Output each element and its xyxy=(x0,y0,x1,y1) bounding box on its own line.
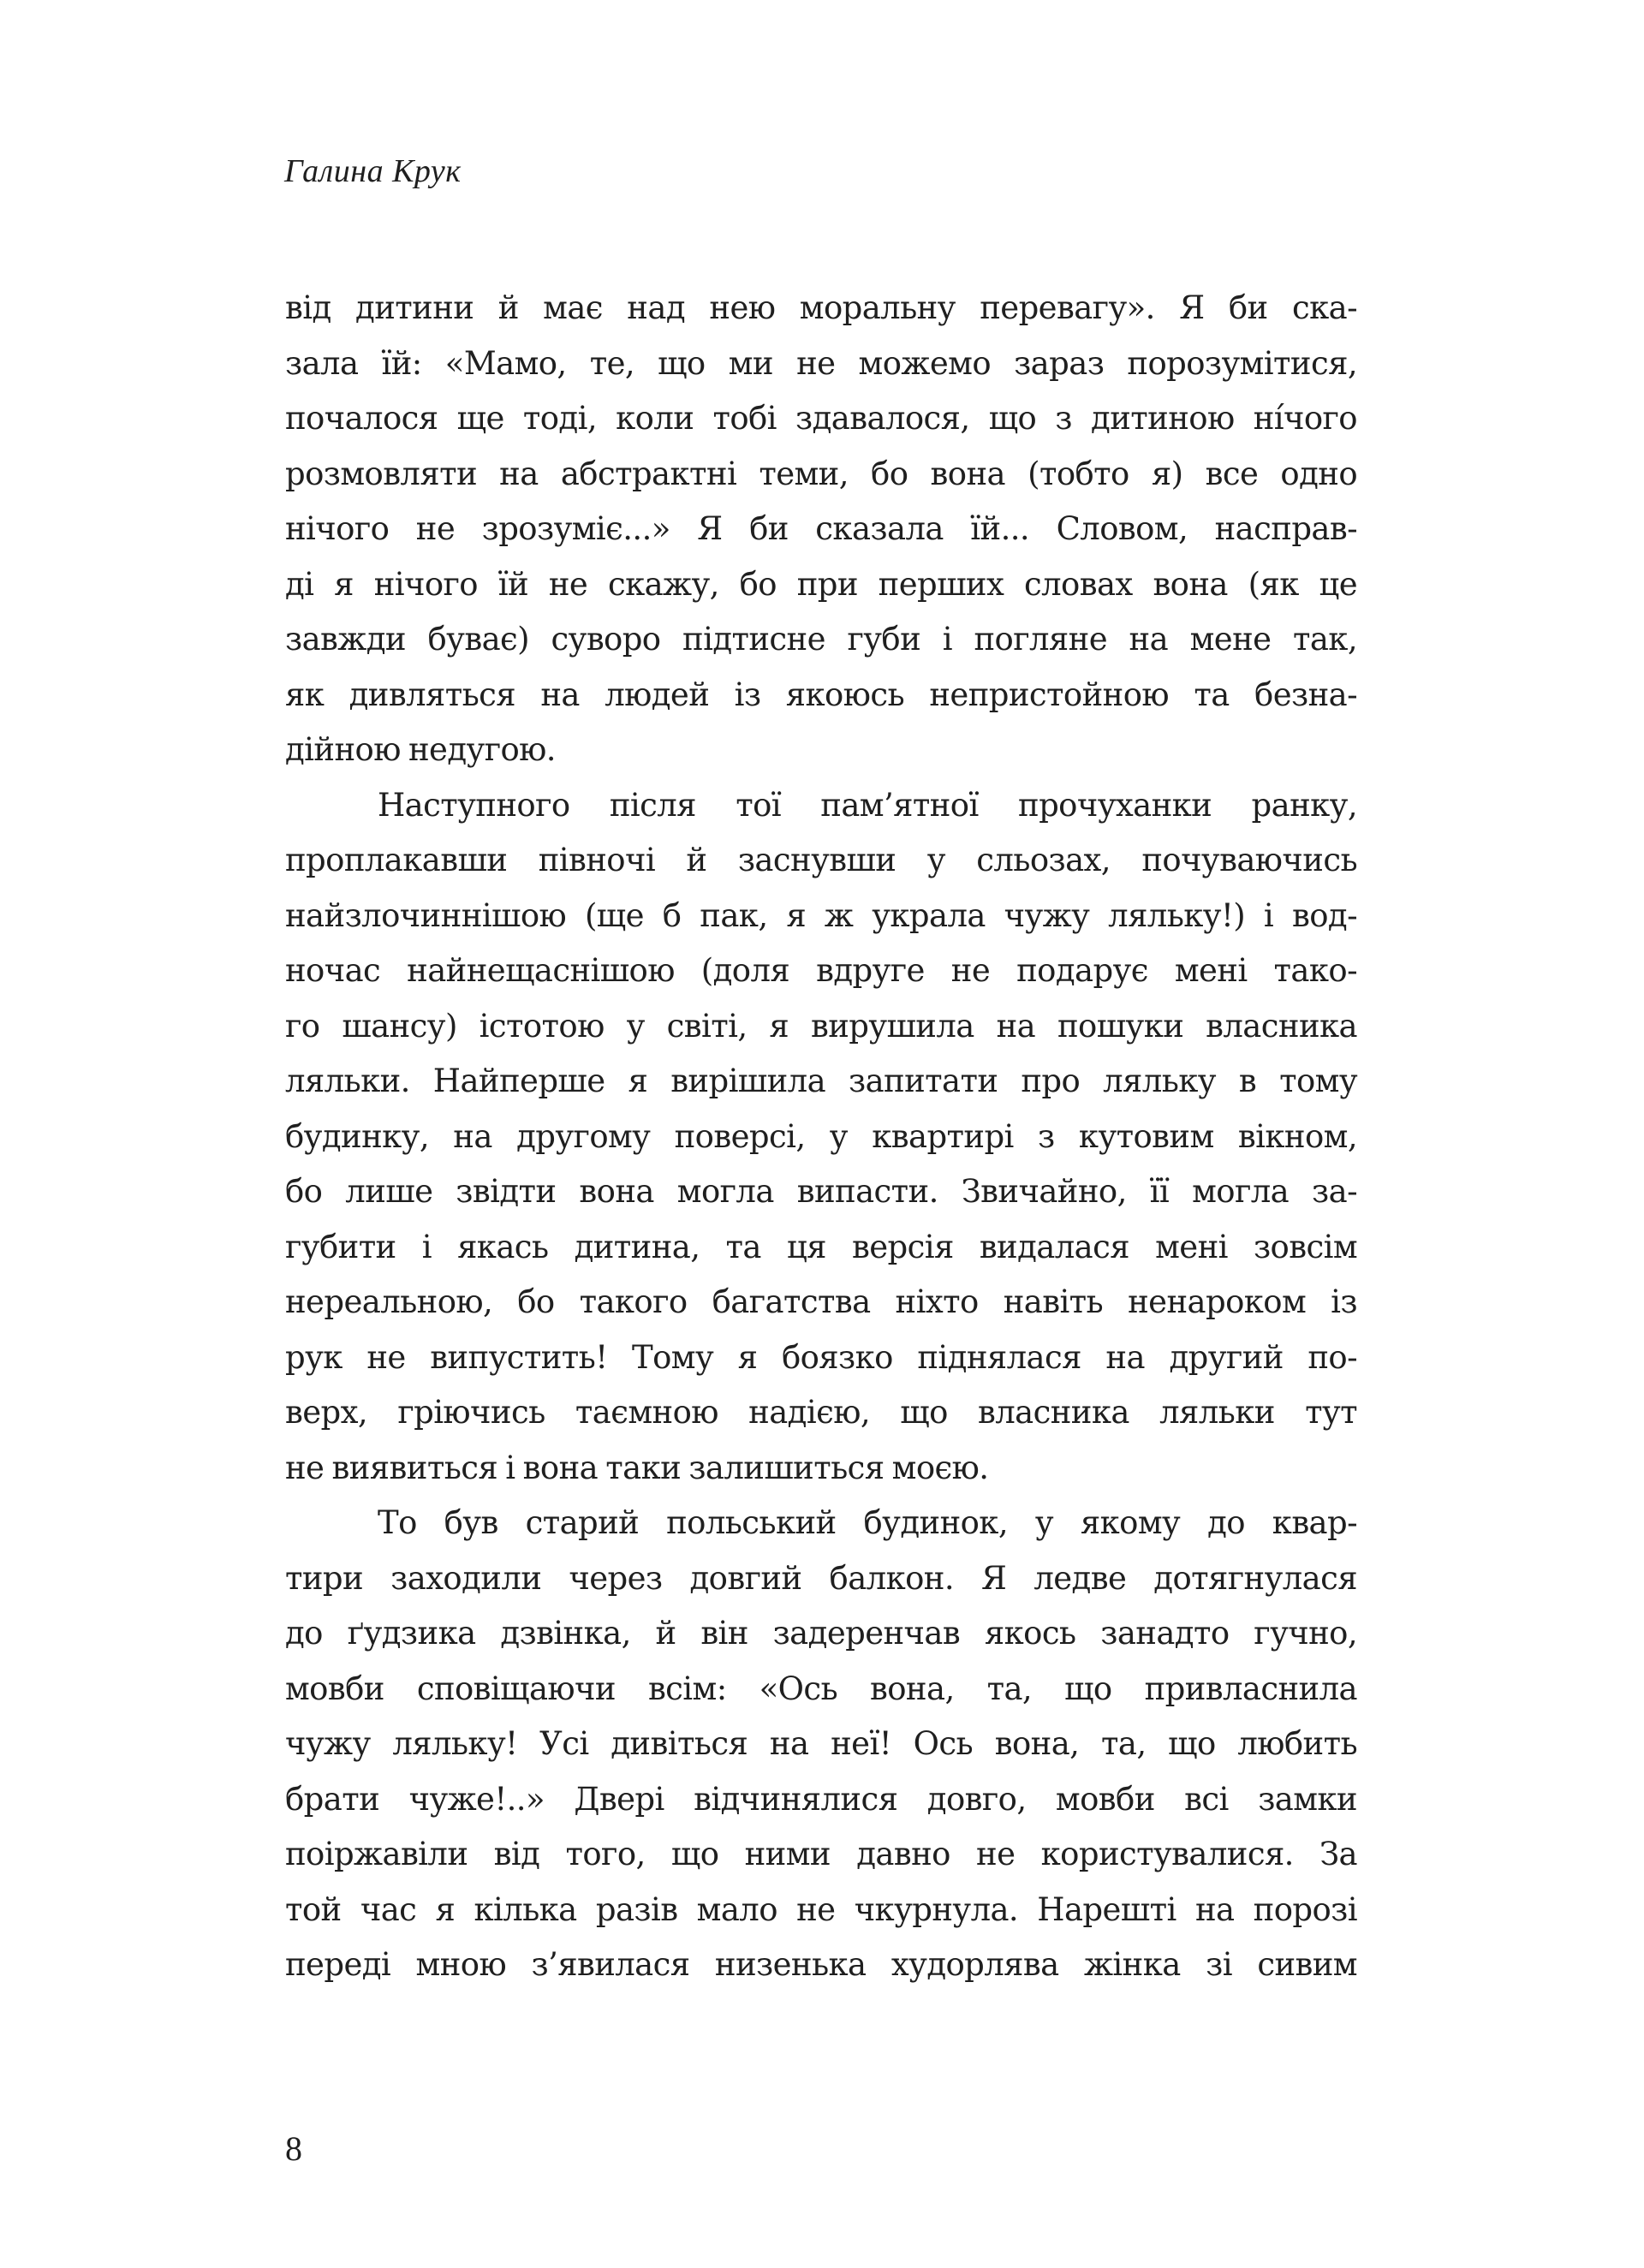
text-line: ночас найнещаснішою (доля вдруге не подарує мені тако- xyxy=(285,952,1357,989)
text-line: го шансу) істотою у світі, я вирушила на пошуки власника xyxy=(285,1007,1357,1045)
text-line: мовби сповіщаючи всім: «Ось вона, та, що привласнила xyxy=(285,1670,1357,1707)
text-line: найзлочиннішою (ще б пак, я ж украла чужу ляльку!) і вод- xyxy=(285,896,1357,934)
text-line: зала їй: «Мамо, те, що ми не можемо зараз порозумітися, xyxy=(285,344,1357,382)
text-line: ді я нічого їй не скажу, бо при перших словах вона (як це xyxy=(285,565,1357,603)
paragraph-1 xyxy=(285,281,1357,778)
running-head-author: Галина Крук xyxy=(284,153,462,189)
text-line: не виявиться і вона таки залишиться моєю. xyxy=(285,1449,989,1486)
text-line: тири заходили через довгий балкон. Я ледве дотягнулася xyxy=(285,1559,1357,1597)
text-line: нереальною, бо такого багатства ніхто навіть ненароком із xyxy=(285,1283,1357,1320)
text-line: бо лише звідти вона могла випасти. Звичайно, її могла за- xyxy=(285,1173,1357,1210)
text-line: до ґудзика дзвінка, й він задеренчав якось занадто гучно, xyxy=(285,1615,1357,1652)
text-line: той час я кілька разів мало не чкурнула. Нарешті на порозі xyxy=(285,1890,1357,1928)
text-line: верх, гріючись таємною надією, що власника ляльки тут xyxy=(285,1394,1357,1431)
paragraph-2 xyxy=(285,778,1357,1497)
text-line: брати чуже!..» Двері відчинялися довго, мовби всі замки xyxy=(285,1780,1357,1818)
text-line: рук не випустить! Тому я боязко піднялася на другий по- xyxy=(285,1338,1357,1376)
text-line: нічого не зрозуміє...» Я би сказала їй... Словом, насправ- xyxy=(285,510,1357,547)
text-line: проплакавши півночі й заснувши у сльозах, почуваючись xyxy=(285,842,1357,878)
text-line: почалося ще тоді, коли тобі здавалося, що з дитиною нíчого xyxy=(285,400,1357,437)
text-line: Наступного після тої пам’ятної прочуханки ранку, xyxy=(378,786,1357,824)
text-line: поіржавіли від того, що ними давно не користувалися. За xyxy=(285,1836,1357,1872)
text-line: як дивляться на людей із якоюсь непристойною та безна- xyxy=(285,676,1357,713)
paragraph-3 xyxy=(285,1496,1357,1993)
text-line: завжди буває) суворо підтисне губи і погляне на мене так, xyxy=(285,621,1357,658)
text-line: ляльки. Найперше я вирішила запитати про ляльку в тому xyxy=(285,1063,1357,1099)
text-line: будинку, на другому поверсі, у квартирі з кутовим вікном, xyxy=(285,1117,1357,1155)
text-line: То був старий польський будинок, у якому до квар- xyxy=(378,1504,1357,1541)
text-line: чужу ляльку! Усі дивіться на неї! Ось вона, та, що любить xyxy=(285,1725,1357,1762)
text-line: розмовляти на абстрактні теми, бо вона (тобто я) все одно xyxy=(285,455,1357,492)
page-number: 8 xyxy=(285,2129,302,2168)
body-text xyxy=(285,281,1357,1993)
text-line: переді мною з’явилася низенька худорлява жінка зі сивим xyxy=(285,1946,1357,1983)
text-line: дійною недугою. xyxy=(285,731,556,768)
text-line: губити і якась дитина, та ця версія видалася мені зовсім xyxy=(285,1228,1357,1265)
text-line: від дитини й має над нею моральну перевагу». Я би ска- xyxy=(285,289,1357,326)
